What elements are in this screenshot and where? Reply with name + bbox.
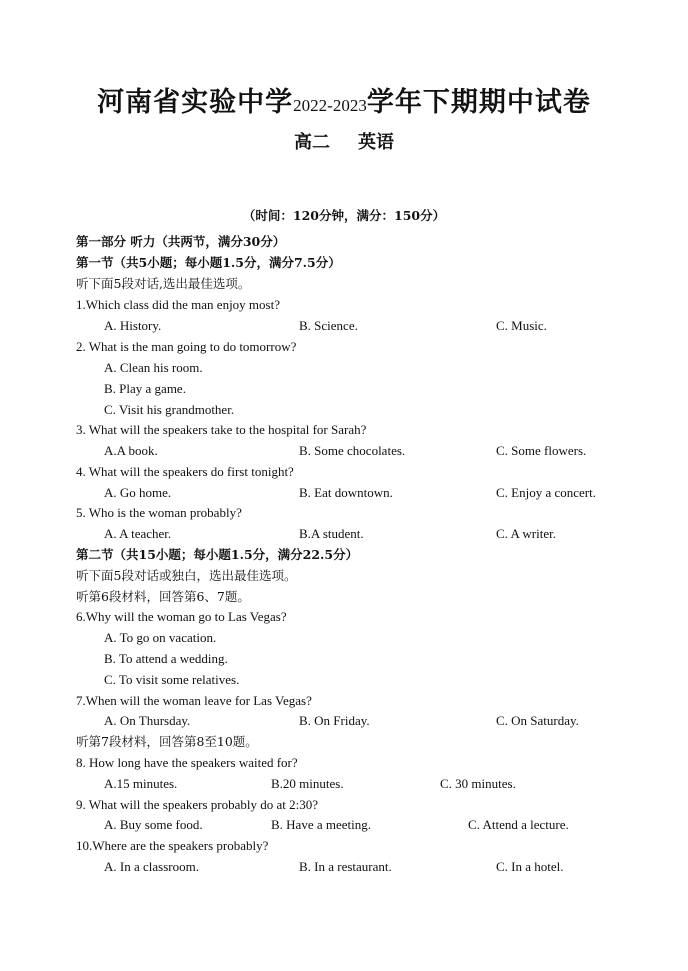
section1-instruction: 听下面5段对话,选出最佳选项。 — [76, 276, 251, 291]
option-10b: B. In a restaurant. — [299, 859, 392, 874]
material-6-note: 听第6段材料，回答第6、7题。 — [76, 589, 250, 604]
question-1: 1.Which class did the man enjoy most? — [76, 297, 280, 312]
section1-heading: 第一节（共5小题；每小题1.5分，满分7.5分） — [76, 255, 341, 270]
option-7b: B. On Friday. — [299, 713, 370, 728]
option-6b: B. To attend a wedding. — [104, 651, 228, 666]
question-4: 4. What will the speakers do first tonight? — [76, 464, 294, 479]
school-name: 河南省实验中学 — [97, 87, 294, 118]
option-5b: B.A student. — [299, 526, 364, 541]
school-year: 2022-2023 — [293, 96, 367, 115]
exam-name: 学年下期期中试卷 — [366, 87, 591, 118]
grade-label: 高二 — [294, 132, 330, 153]
question-2: 2. What is the man going to do tomorrow? — [76, 339, 297, 354]
option-6a: A. To go on vacation. — [104, 630, 217, 645]
option-2b: B. Play a game. — [104, 381, 186, 396]
option-10a: A. In a classroom. — [104, 859, 199, 874]
question-10: 10.Where are the speakers probably? — [76, 838, 269, 853]
option-10c: C. In a hotel. — [496, 859, 564, 874]
option-5c: C. A writer. — [496, 526, 556, 541]
question-3: 3. What will the speakers take to the hospital for Sarah? — [76, 422, 367, 437]
section2-instruction: 听下面5段对话或独白，选出最佳选项。 — [76, 568, 297, 583]
option-3c: C. Some flowers. — [496, 443, 587, 458]
option-8a: A.15 minutes. — [104, 776, 178, 791]
option-9b: B. Have a meeting. — [271, 817, 371, 832]
exam-title — [0, 80, 688, 119]
option-7a: A. On Thursday. — [104, 713, 191, 728]
option-3b: B. Some chocolates. — [299, 443, 406, 458]
subject-label: 英语 — [358, 132, 394, 153]
exam-subtitle — [0, 128, 688, 154]
section2-heading: 第二节（共15小题；每小题1.5分，满分22.5分） — [76, 547, 359, 562]
option-5a: A. A teacher. — [104, 526, 172, 541]
question-6: 6.Why will the woman go to Las Vegas? — [76, 609, 287, 624]
option-8c: C. 30 minutes. — [440, 776, 516, 791]
option-1b: B. Science. — [299, 318, 358, 333]
option-4b: B. Eat downtown. — [299, 485, 393, 500]
option-1c: C. Music. — [496, 318, 547, 333]
exam-info: （时间：120分钟，满分：150分） — [242, 208, 446, 223]
option-6c: C. To visit some relatives. — [104, 672, 240, 687]
option-8b: B.20 minutes. — [271, 776, 344, 791]
option-2c: C. Visit his grandmother. — [104, 402, 235, 417]
option-9a: A. Buy some food. — [104, 817, 203, 832]
option-9c: C. Attend a lecture. — [468, 817, 569, 832]
option-3a: A.A book. — [104, 443, 158, 458]
part1-heading: 第一部分 听力（共两节，满分30分） — [76, 234, 286, 249]
question-5: 5. Who is the woman probably? — [76, 505, 242, 520]
option-1a: A. History. — [104, 318, 162, 333]
material-7-note: 听第7段材料，回答第8至10题。 — [76, 734, 258, 749]
option-4c: C. Enjoy a concert. — [496, 485, 596, 500]
option-4a: A. Go home. — [104, 485, 172, 500]
question-7: 7.When will the woman leave for Las Vegas? — [76, 693, 312, 708]
option-7c: C. On Saturday. — [496, 713, 579, 728]
option-2a: A. Clean his room. — [104, 360, 203, 375]
question-8: 8. How long have the speakers waited for? — [76, 755, 298, 770]
question-9: 9. What will the speakers probably do at 2:30? — [76, 797, 319, 812]
